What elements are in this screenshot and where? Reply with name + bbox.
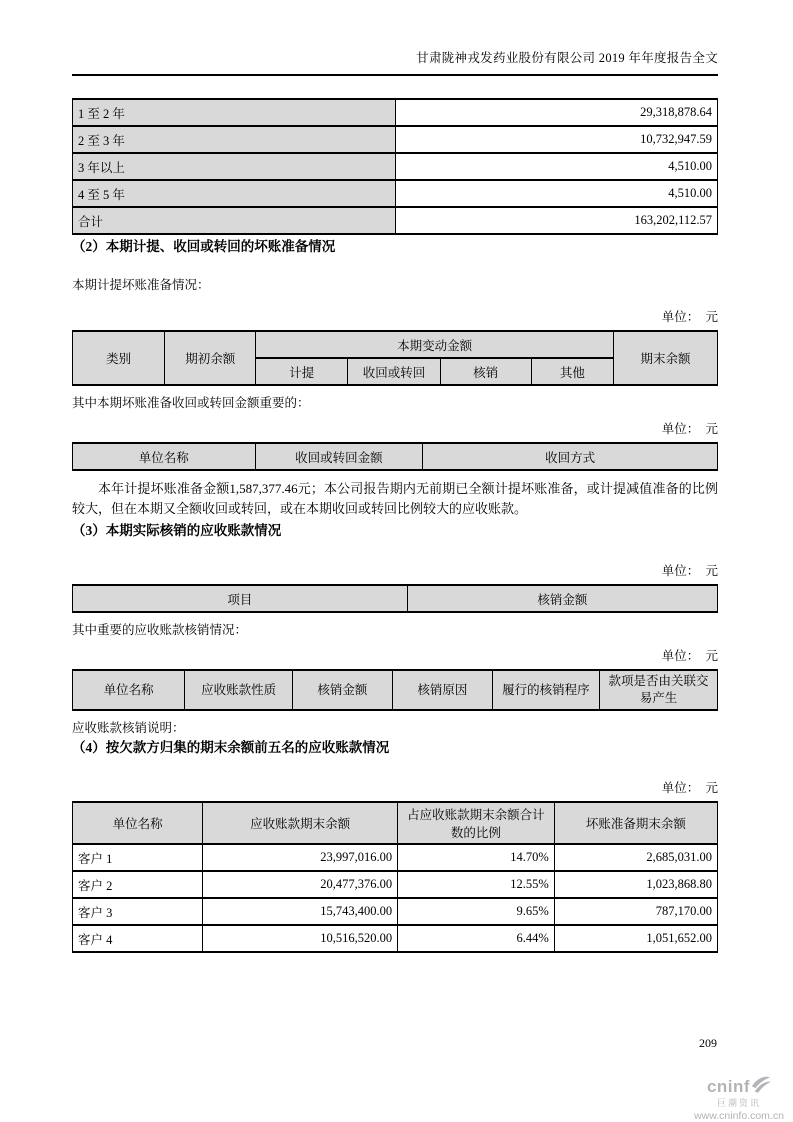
col-unit-name: 单位名称 [73,670,185,710]
table-row [73,925,718,952]
section-2-heading: （2）本期计提、收回或转回的坏账准备情况 [72,239,336,254]
col-category: 类别 [73,331,165,385]
col-unit-name: 单位名称 [73,802,203,844]
col-receivable-nature: 应收账款性质 [185,670,293,710]
customer-name: 客户 4 [73,925,203,952]
col-closing-balance: 期末余额 [614,331,718,385]
col-recovery-method: 收回方式 [423,443,718,470]
proportion: 9.65% [398,898,555,925]
col-item: 项目 [73,585,408,612]
unit-label: 单位： 元 [661,781,718,795]
table-row [73,99,718,126]
aging-label: 4 至 5 年 [73,180,396,207]
header-divider [72,74,718,76]
table-row [73,180,718,207]
unit-label: 单位： 元 [661,422,718,436]
logo-row [689,1076,789,1098]
aging-label: 1 至 2 年 [73,99,396,126]
customer-name: 客户 1 [73,844,203,871]
cninfo-logo [689,1076,789,1122]
table-row [73,207,718,234]
unit-label: 单位： 元 [661,564,718,578]
top5-receivables-table [72,801,718,953]
closing-balance: 15,743,400.00 [203,898,398,925]
provision-paragraph: 本年计提坏账准备金额1,587,377.46元；本公司报告期内无前期已全额计提坏账准备，或计提减值准备的比例较大，但在本期又全额收回或转回，或在本期收回或转回比例较大的应收账款。 [72,481,718,516]
customer-name: 客户 2 [73,871,203,898]
proportion: 12.55% [398,871,555,898]
subcol-accrual: 计提 [256,358,348,385]
section-3-heading: （3）本期实际核销的应收账款情况 [72,523,282,538]
table-header-row [73,802,718,844]
cninfo-logo-subtitle: 巨潮资讯 [716,1098,761,1108]
writeoff-detail-table [72,669,718,711]
col-baddebt-closing: 坏账准备期末余额 [554,802,717,844]
aging-label: 3 年以上 [73,153,396,180]
table-row [73,871,718,898]
writeoff-table [72,584,718,613]
cninfo-logo-url: www.cninfo.com.cn [694,1110,784,1122]
aging-table [72,98,718,235]
col-related-transaction: 款项是否由关联交易产生 [599,670,717,710]
table-row [73,153,718,180]
col-opening-balance: 期初余额 [165,331,256,385]
writeoff-explain-note: 应收账款核销说明： [72,721,185,735]
baddebt-closing: 2,685,031.00 [554,844,717,871]
cninfo-swirl-icon [751,1076,771,1098]
aging-value: 4,510.00 [396,180,718,207]
table-row [73,126,718,153]
col-unit-name: 单位名称 [73,443,256,470]
proportion: 14.70% [398,844,555,871]
recovery-table [72,442,718,471]
col-recovered-amount: 收回或转回金额 [255,443,423,470]
aging-value: 4,510.00 [396,153,718,180]
aging-value: 29,318,878.64 [396,99,718,126]
provision-change-table [72,330,718,386]
table-row [73,844,718,871]
page-content [72,0,718,953]
baddebt-closing: 787,170.00 [554,898,717,925]
unit-label: 单位： 元 [661,310,718,324]
aging-total-label: 合计 [73,207,396,234]
subcol-recovery: 收回或转回 [348,358,440,385]
important-writeoff-note: 其中重要的应收账款核销情况： [72,623,248,637]
page-number: 209 [699,1036,717,1050]
col-writeoff-procedure: 履行的核销程序 [492,670,599,710]
table-row [73,898,718,925]
proportion: 6.44% [398,925,555,952]
customer-name: 客户 3 [73,898,203,925]
baddebt-closing: 1,023,868.80 [554,871,717,898]
aging-value: 10,732,947.59 [396,126,718,153]
table-header-row [73,331,718,358]
table-header-row [73,670,718,710]
cninfo-logo-text: cninf [706,1077,751,1096]
section-4-heading: （4）按欠款方归集的期末余额前五名的应收账款情况 [72,740,390,755]
subcol-other: 其他 [531,358,614,385]
closing-balance: 10,516,520.00 [203,925,398,952]
subcol-writeoff: 核销 [440,358,531,385]
unit-label: 单位： 元 [661,649,718,663]
provision-intro-text: 本期计提坏账准备情况： [72,278,210,292]
closing-balance: 20,477,376.00 [203,871,398,898]
report-header-title: 甘肃陇神戎发药业股份有限公司 2019 年年度报告全文 [416,51,718,65]
baddebt-closing: 1,051,652.00 [554,925,717,952]
col-proportion: 占应收账款期末余额合计数的比例 [398,802,555,844]
recovery-note-text: 其中本期坏账准备收回或转回金额重要的： [72,396,310,410]
col-writeoff-amount: 核销金额 [292,670,392,710]
col-writeoff-reason: 核销原因 [392,670,492,710]
col-closing-balance: 应收账款期末余额 [203,802,398,844]
table-header-row [73,585,718,612]
col-writeoff-amount: 核销金额 [407,585,717,612]
aging-label: 2 至 3 年 [73,126,396,153]
aging-total-value: 163,202,112.57 [396,207,718,234]
table-header-row [73,443,718,470]
closing-balance: 23,997,016.00 [203,844,398,871]
col-group-period-change: 本期变动金额 [256,331,614,358]
